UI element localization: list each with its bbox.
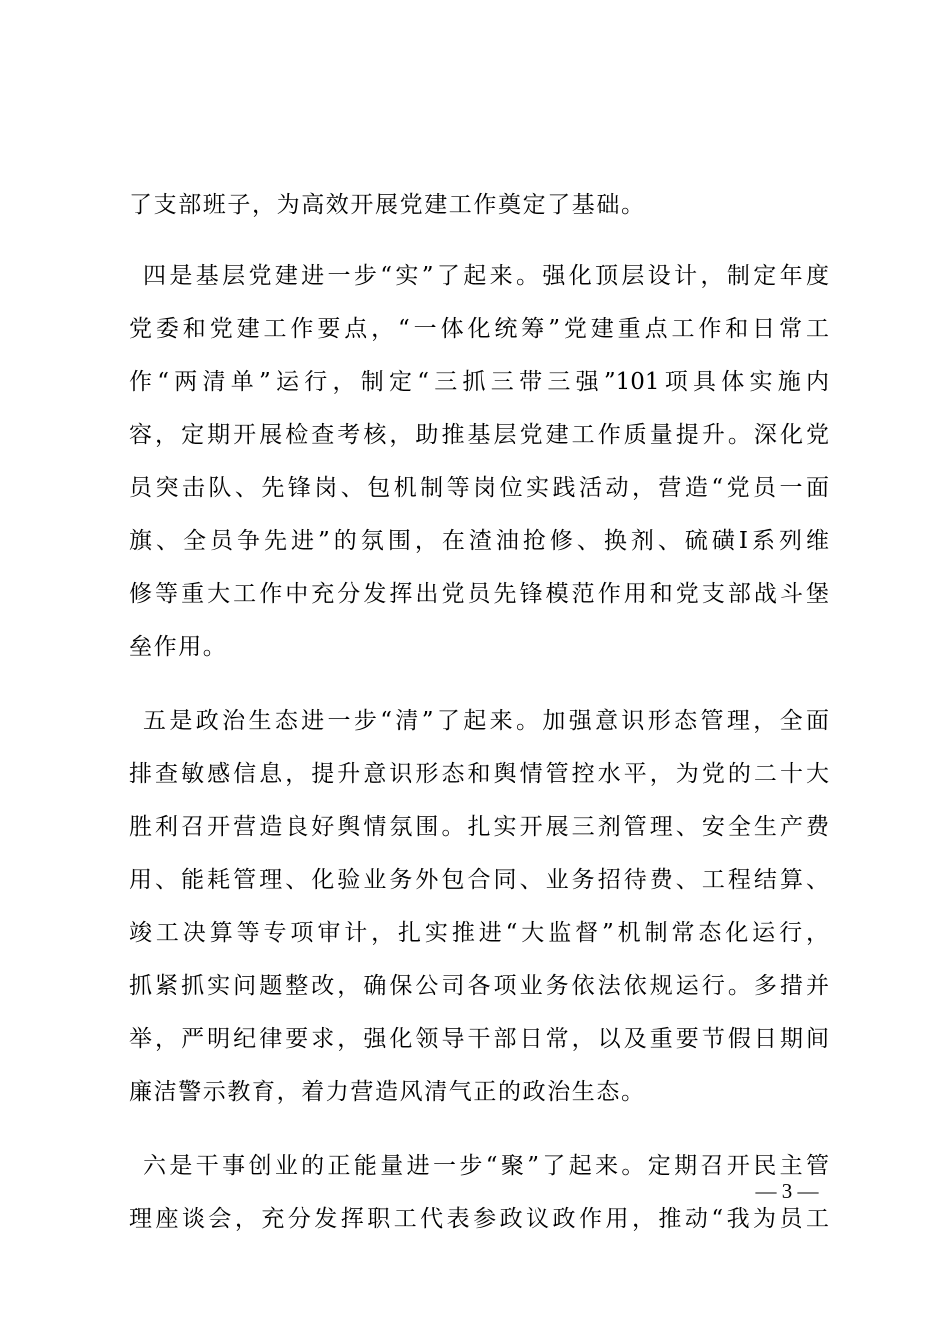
paragraph-6-line: 理座谈会，充分发挥职工代表参政议政作用，推动“我为员工	[129, 1206, 829, 1232]
paragraph-4-line: 容，定期开展检查考核，助推基层党建工作质量提升。深化党	[129, 422, 829, 448]
paragraph-4-line: 修等重大工作中充分发挥出党员先锋模范作用和党支部战斗堡	[129, 581, 829, 607]
paragraph-4-line: 党委和党建工作要点，“一体化统筹”党建重点工作和日常工	[129, 316, 829, 342]
paragraph-5-line: 五是政治生态进一步“清”了起来。加强意识形态管理，全面	[143, 708, 829, 734]
paragraph-6-line: 六是干事创业的正能量进一步“聚”了起来。定期召开民主管	[143, 1153, 829, 1179]
paragraph-5-line: 用、能耗管理、化验业务外包合同、业务招待费、工程结算、	[129, 867, 829, 893]
paragraph-5-line: 抓紧抓实问题整改，确保公司各项业务依法依规运行。多措并	[129, 973, 829, 999]
paragraph-4-line: 作“两清单”运行，制定“三抓三带三强”101项具体实施内	[129, 369, 829, 395]
paragraph-5-line: 举，严明纪律要求，强化领导干部日常，以及重要节假日期间	[129, 1026, 829, 1052]
paragraph-5-line: 廉洁警示教育，着力营造风清气正的政治生态。	[129, 1079, 646, 1105]
paragraph-4-line: 旗、全员争先进”的氛围，在渣油抢修、换剂、硫磺Ⅰ系列维	[129, 528, 829, 554]
paragraph-5-line: 竣工决算等专项审计，扎实推进“大监督”机制常态化运行，	[129, 920, 829, 946]
paragraph-5-line: 排查敏感信息，提升意识形态和舆情管控水平，为党的二十大	[129, 761, 829, 787]
paragraph-4-line: 四是基层党建进一步“实”了起来。强化顶层设计，制定年度	[143, 263, 829, 289]
paragraph-continuation-line: 了支部班子，为高效开展党建工作奠定了基础。	[129, 192, 646, 218]
paragraph-4-line: 员突击队、先锋岗、包机制等岗位实践活动，营造“党员一面	[129, 475, 829, 501]
paragraph-4-line: 垒作用。	[129, 634, 228, 660]
paragraph-5-line: 胜利召开营造良好舆情氛围。扎实开展三剂管理、安全生产费	[129, 814, 829, 840]
page-number: — 3 —	[755, 1179, 819, 1203]
